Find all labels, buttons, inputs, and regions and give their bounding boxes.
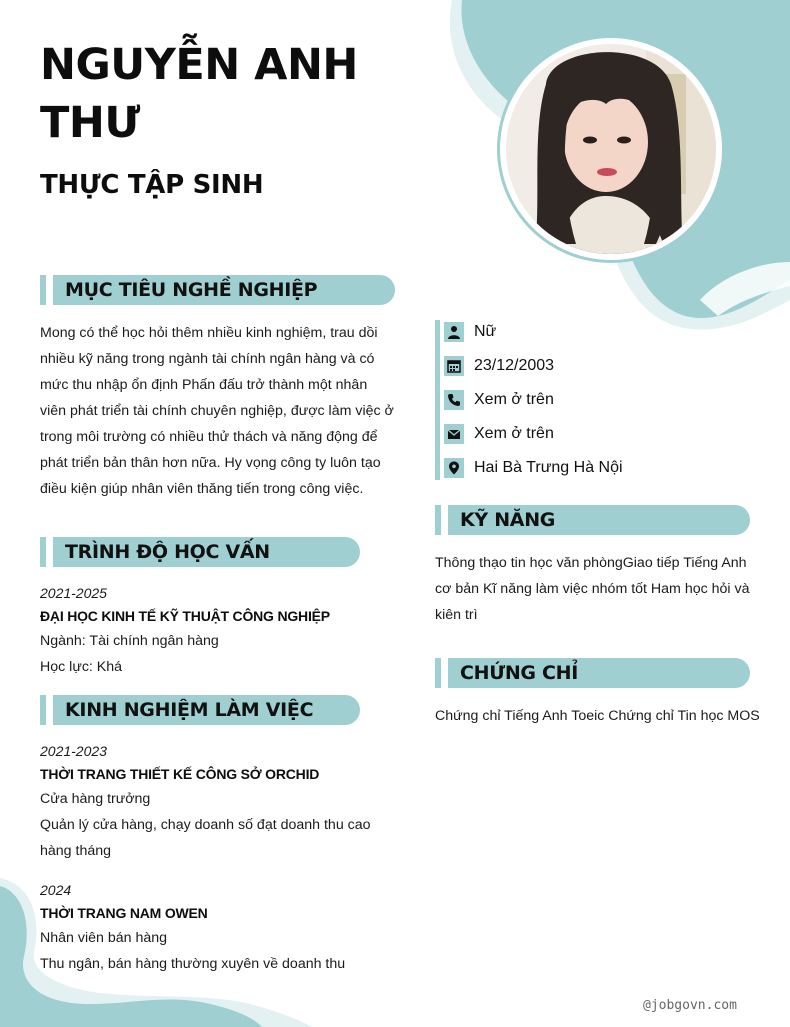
- job-description: Thu ngân, bán hàng thường xuyên về doanh thu: [40, 956, 346, 972]
- watermark: @jobgovn.com: [643, 998, 737, 1013]
- contact-address: [444, 456, 623, 480]
- career-objective-title: MỤC TIÊU NGHỀ NGHIỆP: [53, 275, 395, 305]
- contact-email[interactable]: [444, 422, 554, 446]
- contact-value: 23/12/2003: [474, 357, 555, 374]
- candidate-name: NGUYỄN ANH THƯ: [40, 40, 358, 148]
- contact-accent-bar: [435, 320, 440, 480]
- certificates-heading: [435, 658, 750, 688]
- candidate-role: THỰC TẬP SINH: [40, 170, 264, 200]
- experience-title: KINH NGHIỆM LÀM VIỆC: [53, 695, 360, 725]
- calendar-icon: [444, 356, 464, 376]
- certificates-title: CHỨNG CHỈ: [448, 658, 750, 688]
- experience-heading: [40, 695, 360, 725]
- contact-value: Hai Bà Trưng Hà Nội: [474, 459, 623, 476]
- location-icon: [444, 458, 464, 478]
- career-objective-heading: [40, 275, 395, 305]
- certificates-text: Chứng chỉ Tiếng Anh Toeic Chứng chỉ Tin học MOS: [435, 708, 760, 724]
- skills-heading: [435, 505, 750, 535]
- job-position: Nhân viên bán hàng: [40, 930, 168, 946]
- education-major: Ngành: Tài chính ngân hàng: [40, 633, 219, 649]
- job-period: 2024: [40, 882, 72, 898]
- job-company: THỜI TRANG NAM OWEN: [40, 905, 208, 921]
- education-period: 2021-2025: [40, 585, 107, 601]
- career-objective-text: Mong có thể học hỏi thêm nhiều kinh nghiệm, trau dồi nhiều kỹ năng trong ngành tài chính ngân hàng và có mức thu nhập ổn định Phấn đấu trở thành một nhân viên phát triển tài chính chuyên nghiệp, được làm việc ở trong môi trường có nhiều thử thách và năng động để phát triển bản thân hơn nữa. Hy vọng công ty luôn tạo điều kiện giúp nhân viên thăng tiến trong công việc.: [40, 325, 394, 497]
- contact-value: Nữ: [474, 323, 497, 340]
- education-grade: Học lực: Khá: [40, 659, 123, 675]
- person-icon: [444, 322, 464, 342]
- education-school: ĐẠI HỌC KINH TẾ KỸ THUẬT CÔNG NGHIỆP: [40, 608, 330, 624]
- skills-text: Thông thạo tin học văn phòngGiao tiếp Tiếng Anh cơ bản Kĩ năng làm việc nhóm tốt Ham học hỏi và kiên trì: [435, 555, 750, 623]
- job-description: Quản lý cửa hàng, chạy doanh số đạt doanh thu cao hàng tháng: [40, 817, 371, 859]
- contact-phone[interactable]: [444, 388, 554, 412]
- job-company: THỜI TRANG THIẾT KẾ CÔNG SỞ ORCHID: [40, 766, 320, 782]
- mail-icon: [444, 424, 464, 444]
- job-position: Cửa hàng trưởng: [40, 791, 151, 807]
- skills-title: KỸ NĂNG: [448, 505, 750, 535]
- phone-icon: [444, 390, 464, 410]
- job-period: 2021-2023: [40, 743, 107, 759]
- contact-value: Xem ở trên: [474, 425, 554, 442]
- contact-value: Xem ở trên: [474, 391, 554, 408]
- contact-birthdate: [444, 354, 554, 378]
- education-heading: [40, 537, 360, 567]
- contact-gender: [444, 320, 496, 344]
- education-title: TRÌNH ĐỘ HỌC VẤN: [53, 537, 360, 567]
- profile-photo: [506, 44, 716, 254]
